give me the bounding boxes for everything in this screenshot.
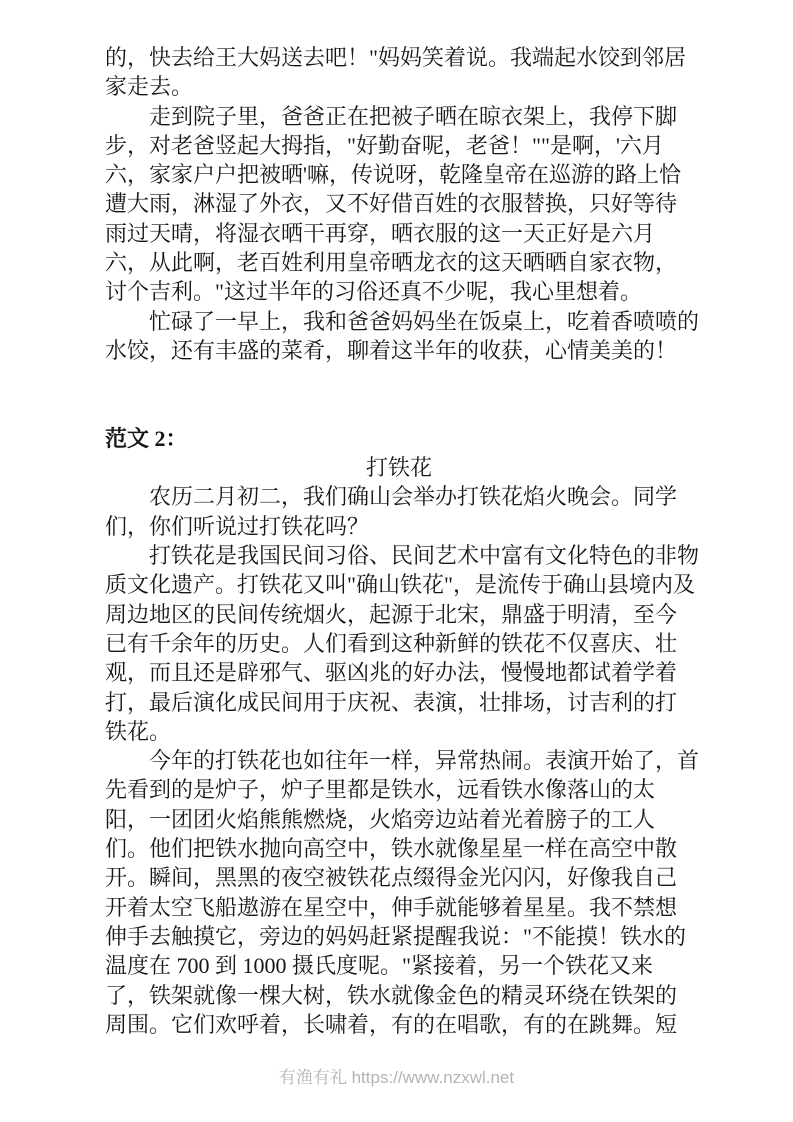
text-line: 的，快去给王大妈送去吧！"妈妈笑着说。我端起水饺到邻居 — [105, 45, 686, 70]
text-line: 讨个吉利。"这过半年的习俗还真不少呢，我心里想着。 — [105, 279, 642, 305]
text-line: 六，从此啊，老百姓利用皇帝晒龙衣的这天晒晒自家衣物， — [105, 250, 678, 276]
text-line: 雨过天晴，将湿衣晒干再穿，晒衣服的这一天正好是六月 — [105, 220, 656, 246]
paragraph-tiehua-intro — [105, 482, 693, 541]
text-line: 水饺，还有丰盛的菜肴，聊着这半年的收获，心情美美的！ — [105, 337, 678, 363]
text-line: 们。他们把铁水抛向高空中，铁水就像星星一样在高空中散 — [105, 836, 678, 862]
paragraph-tiehua-performance — [105, 746, 700, 1039]
text-line: 温度在 700 到 1000 摄氏度呢。"紧接着，另一个铁花又来 — [105, 953, 653, 979]
text-line: 阳，一团团火焰熊熊燃烧，火焰旁边站着光着膀子的工人 — [105, 806, 656, 832]
text-line: 打铁花 — [365, 455, 432, 481]
paragraph-dumplings-continuation — [105, 43, 693, 102]
paragraph-breakfast-table — [105, 307, 700, 366]
text-line: 今年的打铁花也如往年一样，异常热闹。表演开始了，首 — [149, 748, 700, 774]
essay-2-heading — [105, 424, 693, 453]
text-line: 质文化遗产。打铁花又叫"确山铁花"，是流传于确山县境内及 — [105, 572, 695, 598]
text-line: 打铁花是我国民间习俗、民间艺术中富有文化特色的非物 — [149, 543, 700, 569]
essay-2-title — [105, 453, 693, 482]
text-line: 周边地区的民间传统烟火，起源于北宋，鼎盛于明清，至今 — [105, 601, 678, 627]
text-line: 范文 2： — [105, 425, 188, 451]
text-line: 已有千余年的历史。人们看到这种新鲜的铁花不仅喜庆、壮 — [105, 630, 678, 656]
text-line: 开。瞬间，黑黑的夜空被铁花点缀得金光闪闪，好像我自己 — [105, 865, 678, 891]
text-line: 家走去。 — [105, 74, 194, 100]
text-line: 们，你们听说过打铁花吗？ — [105, 513, 370, 539]
text-line: 农历二月初二，我们确山会举办打铁花焰火晚会。同学 — [149, 484, 678, 510]
document-body — [105, 43, 700, 1039]
text-line: 忙碌了一早上，我和爸爸妈妈坐在饭桌上，吃着香喷喷的 — [149, 308, 700, 334]
paragraph-tiehua-history — [105, 541, 700, 746]
text-line: 铁花。 — [105, 718, 172, 744]
text-line: 打，最后演化成民间用于庆祝、表演，壮排场，讨吉利的打 — [105, 689, 678, 715]
page-footer-watermark: 有渔有礼 https://www.nzxwl.net — [278, 1068, 515, 1087]
text-line: 开着太空飞船遨游在星空中，伸手就能够着星星。我不禁想 — [105, 894, 678, 920]
text-line: 观，而且还是辟邪气、驱凶兆的好办法，慢慢地都试着学着 — [105, 660, 678, 686]
text-line: 走到院子里，爸爸正在把被子晒在晾衣架上，我停下脚 — [149, 103, 678, 129]
text-line: 遭大雨，淋湿了外衣，又不好借百姓的衣服替换，只好等待 — [105, 191, 678, 217]
text-line: 六，家家户户把被晒'嘛，传说呀，乾隆皇帝在巡游的路上恰 — [105, 162, 681, 188]
section-break-spacer — [105, 365, 693, 424]
text-line: 先看到的是炉子，炉子里都是铁水，远看铁水像落山的太 — [105, 777, 656, 803]
text-line: 了，铁架就像一棵大树，铁水就像金色的精灵环绕在铁架的 — [105, 982, 678, 1008]
text-line: 步，对老爸竖起大拇指，"好勤奋呢，老爸！""是啊，'六月 — [105, 132, 664, 158]
paragraph-courtyard-legend — [105, 102, 693, 307]
text-line: 周围。它们欢呼着，长啸着，有的在唱歌，有的在跳舞。短 — [105, 1011, 678, 1037]
text-line: 伸手去触摸它，旁边的妈妈赶紧提醒我说："不能摸！铁水的 — [105, 923, 686, 949]
